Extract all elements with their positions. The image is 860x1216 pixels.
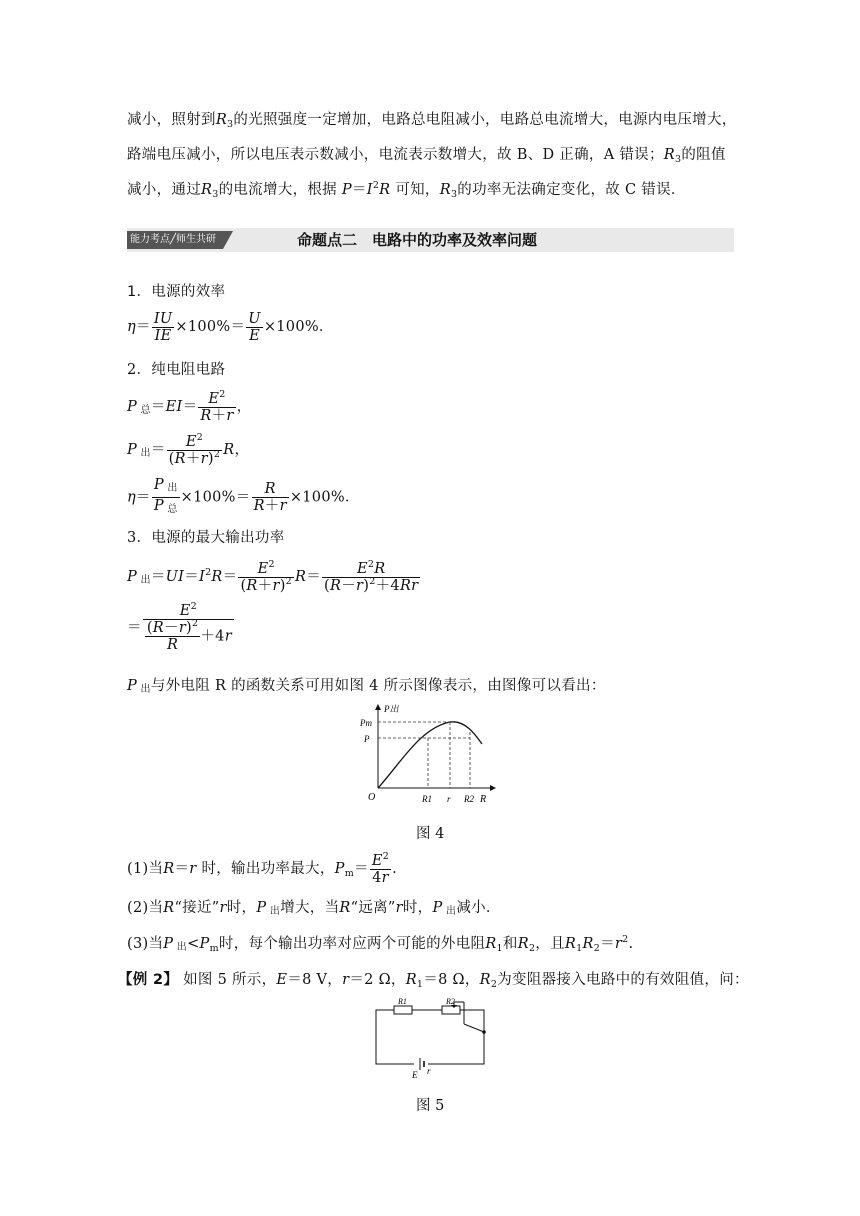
intro-line-3: 减小，通过$R_3$的电流增大，根据 $P=I^2R$ 可知，$R_3$的功率无法确定变化，故 C 错误．: [127, 180, 686, 200]
figure-4-graph: [360, 702, 500, 810]
fig5-label-r: r: [427, 1066, 431, 1076]
fig4-axis-x-label: R: [480, 794, 487, 805]
figure-5-circuit: [370, 996, 490, 1080]
figure-4-caption: 图 4: [416, 826, 445, 842]
banner-title: 命题点二 电路中的功率及效率问题: [297, 231, 538, 249]
efficiency-formula: η＝ $\frac{IU}{IE}$ ×100%＝ $\frac{U}{E}$ ×100%．: [127, 310, 334, 344]
fig4-tick-r: r: [447, 794, 451, 804]
section-banner: [127, 228, 734, 252]
total-power-formula: P 总＝EI＝ $\frac{E^2}{R+r}$ ，: [127, 388, 252, 424]
figure-5-caption: 图 5: [416, 1098, 445, 1114]
fig5-label-r1: R1: [398, 997, 407, 1006]
point-2: (2)当R“接近”r时，P 出增大，当R“远离”r时，P 出减小．: [127, 900, 501, 917]
example-2: 【例 2】 如图 5 所示，E＝8 V，r＝2 Ω，$R_1=8$ Ω，$R_2$为变阻器接入电路中的有效阻值，问：: [118, 972, 749, 990]
fig4-tick-p: P: [364, 734, 370, 744]
section2-heading: 2．纯电阻电路: [127, 362, 226, 378]
fig5-label-e: E: [412, 1070, 418, 1080]
banner-tag: 能力考点╱师生共研: [127, 231, 223, 249]
fig5-label-r2: R2: [446, 997, 455, 1006]
intro-line-2: 路端电压减小，所以电压表示数减小，电流表示数增大，故 B、D 正确，A 错误；$R_3$的阻值: [127, 147, 726, 165]
fig4-tick-pm: Pm: [360, 718, 372, 728]
efficiency-ratio-formula: η＝ $\frac{\text{P 出}}{\text{P 总}}$ ×100%＝ $\frac{R}{R+r}$ ×100%．: [127, 477, 360, 518]
max-output-formula-2: ＝ $E^2$ $\frac{(R-r)^2}{R}$ ＋4r: [127, 601, 232, 653]
point-1: (1)当R＝r 时，输出功率最大，$P_m=$ $\frac{E^2}{4r}$ .: [127, 850, 397, 886]
section1-heading: 1．电源的效率: [127, 284, 226, 300]
relation-text: P 出与外电阻 R 的函数关系可用如图 4 所示图像表示，由图像可以看出：: [127, 678, 606, 695]
point-3: (3)当P 出$<P_m$时，每个输出功率对应两个可能的外电阻$R_1$和$R_2$，且$R_1R_2=r^2$.: [127, 934, 634, 954]
fig4-origin: O: [368, 792, 376, 803]
fig4-axis-y-label: P出: [384, 704, 399, 714]
section3-heading: 3．电源的最大输出功率: [127, 530, 285, 546]
fig4-tick-r1: R1: [422, 794, 432, 804]
fig4-tick-r2: R2: [464, 794, 474, 804]
intro-line-1: 减小，照射到$R_3$的光照强度一定增加，电路总电阻减小，电路总电流增大，电源内电压增大，: [127, 112, 737, 130]
banner-tag-slash: [223, 231, 233, 249]
output-power-formula: P 出＝ $\frac{E^2}{(R+r)^2}$ R，: [127, 431, 250, 467]
max-output-formula-1: P 出$=UI=I^2R=$ $\frac{E^2}{(R+r)^2}$ R＝ $\frac{E^2R}{(R-r)^2+4Rr}$: [127, 558, 419, 594]
